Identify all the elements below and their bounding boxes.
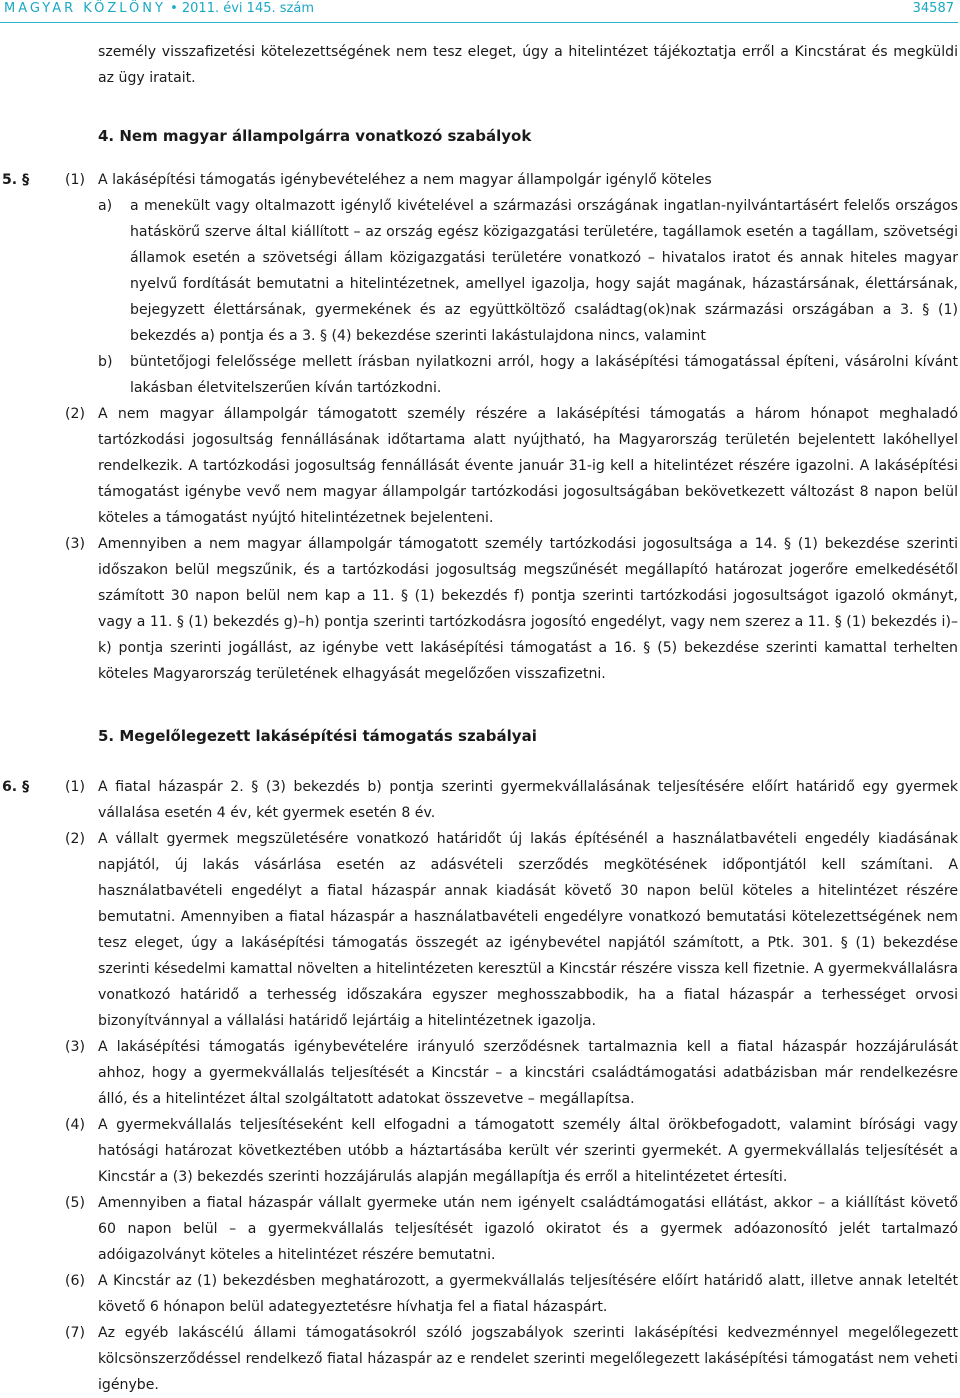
- paragraph-number: (6): [65, 1273, 85, 1289]
- paragraph-5-3: [65, 531, 958, 687]
- paragraph-number: (7): [65, 1325, 85, 1341]
- issue-label: 2011. évi 145. szám: [181, 1, 314, 16]
- paragraph-6-2: [65, 826, 958, 1034]
- point-label: b): [98, 354, 113, 370]
- section-number: 6. §: [2, 779, 30, 795]
- point-label: a): [98, 198, 113, 214]
- paragraph-6-5: [65, 1190, 958, 1268]
- paragraph-text: A vállalt gyermek megszületésére vonatkozó határidőt új lakás építésénél a használatbavételi engedély kiadásának napjától, új lakás vásárlása esetén az adásvételi szerződés megkötésének időpontjától kell számítani. A használatbavételi engedélyt a fiatal házaspár annak kiadását követő 30 napon belül köteles a hitelintézet részére bemutatni. Amennyiben a fiatal házaspár a használatbavételi engedélyre vonatkozó bemutatási kötelezettségének nem tesz eleget, úgy a lakásépítési támogatás összegét az igénybevétel napjától számított, a Ptk. 301. § (1) bekezdése szerinti késedelmi kamattal növelten a hitelintézeten keresztül a Kincstár részére vissza kell fizetnie. A gyermekvállalásra vonatkozó határidő a terhesség időszakára egyszer meghosszabbodik, ha a fiatal házaspár a terhességet orvosi bizonyítvánnyal a vállalási határidő lejártáig a hitelintézetnek igazolja.: [98, 831, 958, 1029]
- paragraph-5-1: [65, 167, 958, 401]
- paragraph-text: A Kincstár az (1) bekezdésben meghatározott, a gyermekvállalás teljesítésére előírt határidő alatt, illetve annak leteltét követő 6 hónapon belül adategyeztetésre hívhatja fel a fiatal házaspárt.: [98, 1273, 958, 1315]
- paragraph-number: (3): [65, 536, 85, 552]
- publication-name: MAGYAR KÖZLÖNY: [4, 1, 166, 16]
- paragraph-number: (1): [65, 172, 85, 188]
- section-5: [0, 167, 958, 687]
- paragraph-text: A lakásépítési támogatás igénybevételéhez a nem magyar állampolgár igénylő köteles: [98, 172, 712, 188]
- paragraph-text: Az egyéb lakáscélú állami támogatásokról szóló jogszabályok szerinti lakásépítési kedvezménnyel megelőlegezett kölcsönszerződéssel rendelkező fiatal házaspár az e rendelet szerinti megelőlegezett lakásépítési támogatást nem veheti igénybe.: [98, 1325, 958, 1393]
- paragraph-number: (1): [65, 779, 85, 795]
- paragraph-6-7: [65, 1320, 958, 1398]
- paragraph-text: A lakásépítési támogatás igénybevételére irányuló szerződésnek tartalmaznia kell a fiatal házaspár hozzájárulását ahhoz, hogy a gyermekvállalás teljesítését a Kincstár – a kincstári családtámogatási adatbázisban már rendelkezésre álló, és a hitelintézet által szolgáltatott adatokat összevetve – megállapítsa.: [98, 1039, 958, 1107]
- paragraph-6-4: [65, 1112, 958, 1190]
- paragraph-6-1: [65, 774, 958, 826]
- chapter-5-title: 5. Megelőlegezett lakásépítési támogatás szabályai: [98, 727, 537, 745]
- paragraph-text: A nem magyar állampolgár támogatott személy részére a lakásépítési támogatás a három hónapot meghaladó tartózkodási jogosultság fennállásának időtartama alatt nyújtható, ha Magyarország területén bejelentett lakóhellyel rendelkezik. A tartózkodási jogosultság fennállását évente január 31-ig kell a hitelintézet részére igazolni. A lakásépítési támogatást igénybe vevő nem magyar állampolgár tartózkodási jogosultságában bekövetkezett változást 8 napon belül köteles a támogatást nyújtó hitelintézetnek bejelenteni.: [98, 406, 958, 526]
- paragraph-5-2: [65, 401, 958, 531]
- paragraph-number: (5): [65, 1195, 85, 1211]
- paragraph-number: (2): [65, 831, 85, 847]
- point-a: [98, 193, 958, 349]
- section-6: [0, 774, 958, 1398]
- point-text: büntetőjogi felelőssége mellett írásban nyilatkozni arról, hogy a lakásépítési támogatással építeni, vásárolni kívánt lakásban életvitelszerűen kíván tartózkodni.: [130, 354, 958, 396]
- paragraph-text: Amennyiben a fiatal házaspár vállalt gyermeke után nem igényelt családtámogatási ellátást, akkor – a kiállítást követő 60 napon belül – a gyermekvállalás teljesítését igazoló okiratot és a gyermek adóazonosító jelét tartalmazó adóigazolványt köteles a hitelintézet részére bemutatni.: [98, 1195, 958, 1263]
- page-number: 34587: [912, 1, 954, 16]
- paragraph-text: A gyermekvállalás teljesítéseként kell elfogadni a támogatott személy által örökbefogadott, valamint bírósági vagy hatósági határozat következtében utóbb a háztartásába került vér szerinti gyermekét. A gyermekvállalás teljesítését a Kincstár a (3) bekezdés szerinti hozzájárulás alapján megállapítja és erről a hitelintézetet értesíti.: [98, 1117, 958, 1185]
- section-number: 5. §: [2, 172, 30, 188]
- paragraph-6-6: [65, 1268, 958, 1320]
- intro-paragraph: személy visszafizetési kötelezettségének nem tesz eleget, úgy a hitelintézet tájékoztatja erről a Kincstárat és megküldi az ügy iratait.: [98, 44, 958, 86]
- paragraph-number: (2): [65, 406, 85, 422]
- paragraph-number: (4): [65, 1117, 85, 1133]
- paragraph-number: (3): [65, 1039, 85, 1055]
- point-b: [98, 349, 958, 401]
- chapter-4-title: 4. Nem magyar állampolgárra vonatkozó szabályok: [98, 127, 532, 145]
- document-body: [0, 39, 958, 1398]
- paragraph-6-3: [65, 1034, 958, 1112]
- paragraph-text: Amennyiben a nem magyar állampolgár támogatott személy tartózkodási jogosultsága a 14. § (1) bekezdése szerinti időszakon belül megszűnik, és a tartózkodási jogosultság megszűnését megállapító határozat jogerőre emelkedésétől számított 30 napon belül nem kap a 11. § (1) bekezdés f) pontja szerinti tartózkodási jogosultságot igazoló okmányt, vagy a 11. § (1) bekezdés g)–h) pontja szerinti tartózkodásra jogosító engedélyt, vagy nem szerez a 11. § (1) bekezdés i)–k) pontja szerinti jogállást, az igénybe vett lakásépítési támogatást a 16. § (5) bekezdése szerinti kamattal terhelten köteles Magyarország területének elhagyását megelőzően visszafizetni.: [98, 536, 958, 682]
- point-text: a menekült vagy oltalmazott igénylő kivételével a származási országának ingatlan-nyilvántartásért felelős országos hatáskörű szerve által kiállított – az ország egész közigazgatási területére, tagállamok esetén a tagállam, szövetségi államok esetén a szövetségi állam közigazgatási területére vonatkozó – hivatalos iratot és annak hiteles magyar nyelvű fordítását bemutatni a hitelintézetnek, amellyel igazolja, hogy saját magának, házastársának, élettársának, bejegyzett élettársának, gyermekének és az együttköltöző családtag(ok)nak származási országában a 3. § (1) bekezdés a) pontja és a 3. § (4) bekezdése szerinti lakástulajdona nincs, valamint: [130, 198, 958, 344]
- running-header: MAGYAR KÖZLÖNY • 2011. évi 145. szám: [4, 1, 314, 16]
- paragraph-text: A fiatal házaspár 2. § (3) bekezdés b) pontja szerinti gyermekvállalásának teljesítésére előírt határidő egy gyermek vállalása esetén 4 év, két gyermek esetén 8 év.: [98, 779, 958, 821]
- page-header: [0, 0, 958, 23]
